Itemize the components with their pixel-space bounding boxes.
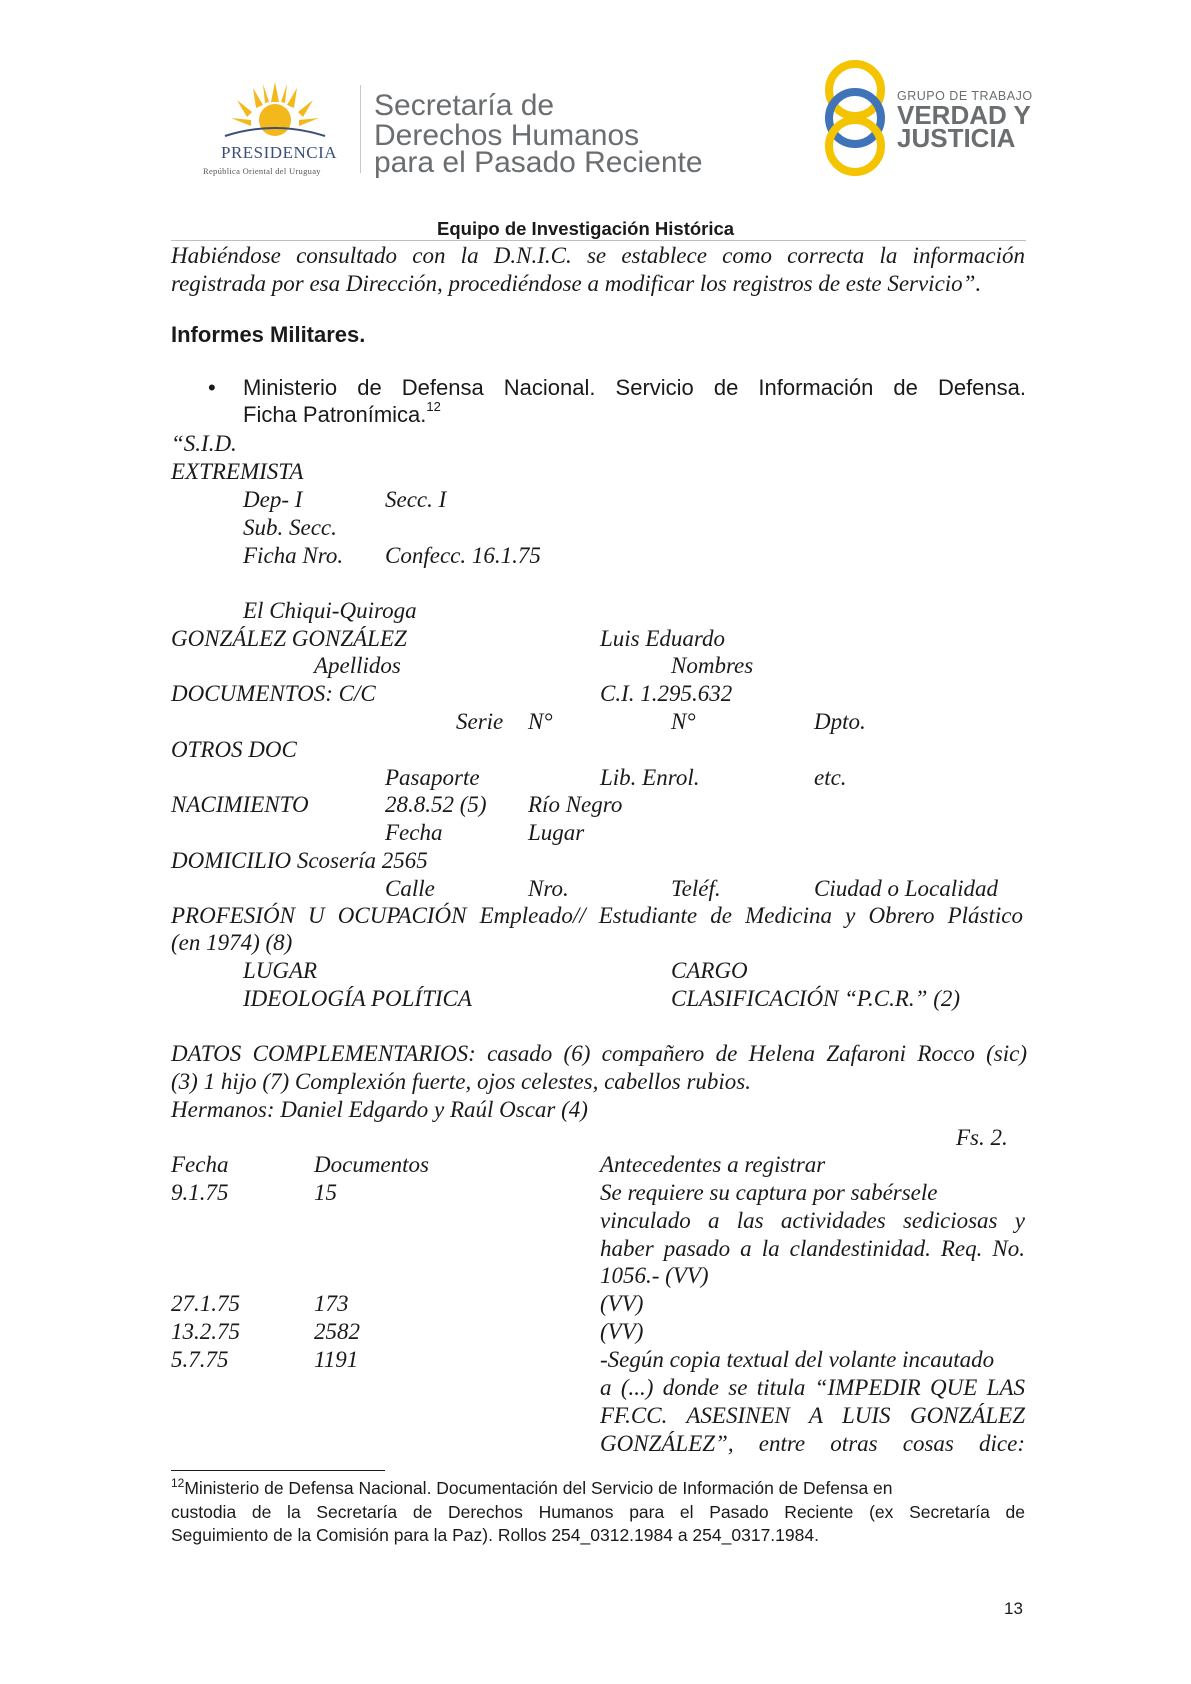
secc-label: Secc. I xyxy=(385,487,447,512)
bullet-line-1: Ministerio de Defensa Nacional. Servicio de Información de Defensa. xyxy=(243,375,1026,400)
numero-label-1: N° xyxy=(528,709,553,734)
footnote-line-3: Seguimiento de la Comisión para la Paz). Rollos 254_0312.1984 a 254_0317.1984. xyxy=(171,1525,819,1545)
datos-line-1: DATOS COMPLEMENTARIOS: casado (6) compañero de Helena Zafaroni Rocco (sic) xyxy=(171,1041,1027,1066)
row-doc: 1191 xyxy=(314,1347,359,1372)
presidencia-logo xyxy=(195,80,355,180)
row-ant-line: -Según copia textual del volante incautado xyxy=(600,1347,995,1372)
table-header-antecedentes: Antecedentes a registrar xyxy=(600,1152,826,1177)
gt-verdad: VERDAD Y xyxy=(897,100,1031,130)
row-fecha: 9.1.75 xyxy=(171,1180,229,1205)
nombres-label: Nombres xyxy=(671,653,754,678)
row-fecha: 5.7.75 xyxy=(171,1347,229,1372)
presidencia-subtitle: República Oriental del Uruguay xyxy=(203,166,321,176)
presidencia-name: PRESIDENCIA xyxy=(221,143,338,162)
footnote-mark: 12 xyxy=(171,1476,185,1490)
bullet-line-2 xyxy=(243,399,441,428)
team-title: Equipo de Investigación Histórica xyxy=(437,218,735,239)
cargo-label: CARGO xyxy=(671,958,748,983)
nacimiento-label: NACIMIENTO xyxy=(171,792,309,817)
row-ant-line: a (...) donde se titula “IMPEDIR QUE LAS xyxy=(600,1375,1025,1400)
fs-label: Fs. 2. xyxy=(956,1125,1008,1150)
row-doc: 173 xyxy=(314,1291,349,1316)
secretaria-title-line3: para el Pasado Reciente xyxy=(374,146,703,179)
fecha-label: Fecha xyxy=(385,820,443,845)
row-doc: 15 xyxy=(314,1180,337,1205)
row-fecha: 13.2.75 xyxy=(171,1319,240,1344)
pasaporte-label: Pasaporte xyxy=(385,765,480,790)
bullet-dot: • xyxy=(208,375,216,400)
datos-line-2: (3) 1 hijo (7) Complexión fuerte, ojos celestes, cabellos rubios. xyxy=(171,1069,752,1094)
table-header-fecha: Fecha xyxy=(171,1152,229,1177)
telef-label: Teléf. xyxy=(671,876,721,901)
nacimiento-fecha: 28.8.52 (5) xyxy=(385,792,487,817)
footnote-separator xyxy=(171,1470,385,1471)
ciudad-label: Ciudad o Localidad xyxy=(814,876,999,901)
intro-line-1: Habiéndose consultado con la D.N.I.C. se establece como correcta la información xyxy=(171,243,1025,268)
verdad-justicia-rings-icon xyxy=(820,55,890,181)
row-ant-line: Se requiere su captura por sabérsele xyxy=(600,1180,938,1205)
footnote-ref: 12 xyxy=(426,399,441,414)
apellidos-value: GONZÁLEZ GONZÁLEZ xyxy=(171,626,407,651)
secretaria-title-line1: Secretaría de xyxy=(374,89,555,122)
sid-label: “S.I.D. xyxy=(171,431,237,456)
row-doc: 2582 xyxy=(314,1319,360,1344)
extremista-label: EXTREMISTA xyxy=(171,459,304,484)
ficha-label: Ficha Nro. xyxy=(243,543,344,568)
subsecc-label: Sub. Secc. xyxy=(243,515,337,540)
dep-label: Dep- I xyxy=(243,487,303,512)
lugar-label: Lugar xyxy=(528,820,585,845)
gt-label: GRUPO DE TRABAJO xyxy=(897,89,1033,103)
row-ant-line: 1056.- (VV) xyxy=(600,1263,709,1288)
documentos-label: DOCUMENTOS: C/C xyxy=(171,681,376,706)
bullet-line-2-text: Ficha Patronímica. xyxy=(243,402,427,427)
etc-label: etc. xyxy=(814,765,847,790)
sun-icon xyxy=(195,80,355,140)
header-rule xyxy=(171,240,1026,241)
lib-enrol-label: Lib. Enrol. xyxy=(600,765,700,790)
secretaria-title-line2: Derechos Humanos xyxy=(374,119,640,152)
dpto-label: Dpto. xyxy=(814,709,866,734)
section-heading: Informes Militares. xyxy=(171,322,366,347)
footnote-line-2: custodia de la Secretaría de Derechos Humanos para el Pasado Reciente (ex Secretaría de xyxy=(171,1502,1025,1522)
domicilio-value: DOMICILIO Scosería 2565 xyxy=(171,848,428,873)
row-ant-line: FF.CC. ASESINEN A LUIS GONZÁLEZ xyxy=(600,1403,1025,1428)
row-ant-line: haber pasado a la clandestinidad. Req. No. xyxy=(600,1236,1025,1261)
ci-value: C.I. 1.295.632 xyxy=(600,681,733,706)
hermanos-value: Hermanos: Daniel Edgardo y Raúl Oscar (4) xyxy=(171,1097,588,1122)
gt-justicia: JUSTICIA xyxy=(897,123,1016,153)
ideologia-label: IDEOLOGÍA POLÍTICA xyxy=(243,986,472,1011)
calle-label: Calle xyxy=(385,876,435,901)
apellidos-label: Apellidos xyxy=(314,653,401,678)
row-fecha: 27.1.75 xyxy=(171,1291,240,1316)
table-header-documentos: Documentos xyxy=(314,1152,429,1177)
profesion-line-2: (en 1974) (8) xyxy=(171,930,293,955)
footnote-line-1 xyxy=(171,1478,1025,1499)
serie-label: Serie xyxy=(456,709,504,734)
profesion-line-1: PROFESIÓN U OCUPACIÓN Empleado// Estudiante de Medicina y Obrero Plástico xyxy=(171,903,1023,928)
numero-label-2: N° xyxy=(671,709,696,734)
header-divider xyxy=(360,85,361,173)
alias-value: El Chiqui-Quiroga xyxy=(243,598,417,623)
footnote-line-1-text: Ministerio de Defensa Nacional. Documentación del Servicio de Información de Defensa en xyxy=(184,1478,893,1498)
intro-line-2: registrada por esa Dirección, procediéndose a modificar los registros de este Servicio”. xyxy=(171,271,982,296)
otros-doc-label: OTROS DOC xyxy=(171,737,297,762)
nombres-value: Luis Eduardo xyxy=(600,626,726,651)
nro-label: Nro. xyxy=(528,876,569,901)
lugar-caps-label: LUGAR xyxy=(243,958,318,983)
confecc-value: Confecc. 16.1.75 xyxy=(385,543,541,568)
clasificacion-value: CLASIFICACIÓN “P.C.R.” (2) xyxy=(671,986,961,1011)
row-ant-line: (VV) xyxy=(600,1319,644,1344)
row-ant-line: GONZÁLEZ”, entre otras cosas dice: xyxy=(600,1431,1025,1456)
row-ant-line: vinculado a las actividades sediciosas y xyxy=(600,1208,1025,1233)
nacimiento-lugar: Río Negro xyxy=(528,792,623,817)
page-number: 13 xyxy=(1004,1599,1023,1618)
row-ant-line: (VV) xyxy=(600,1291,644,1316)
